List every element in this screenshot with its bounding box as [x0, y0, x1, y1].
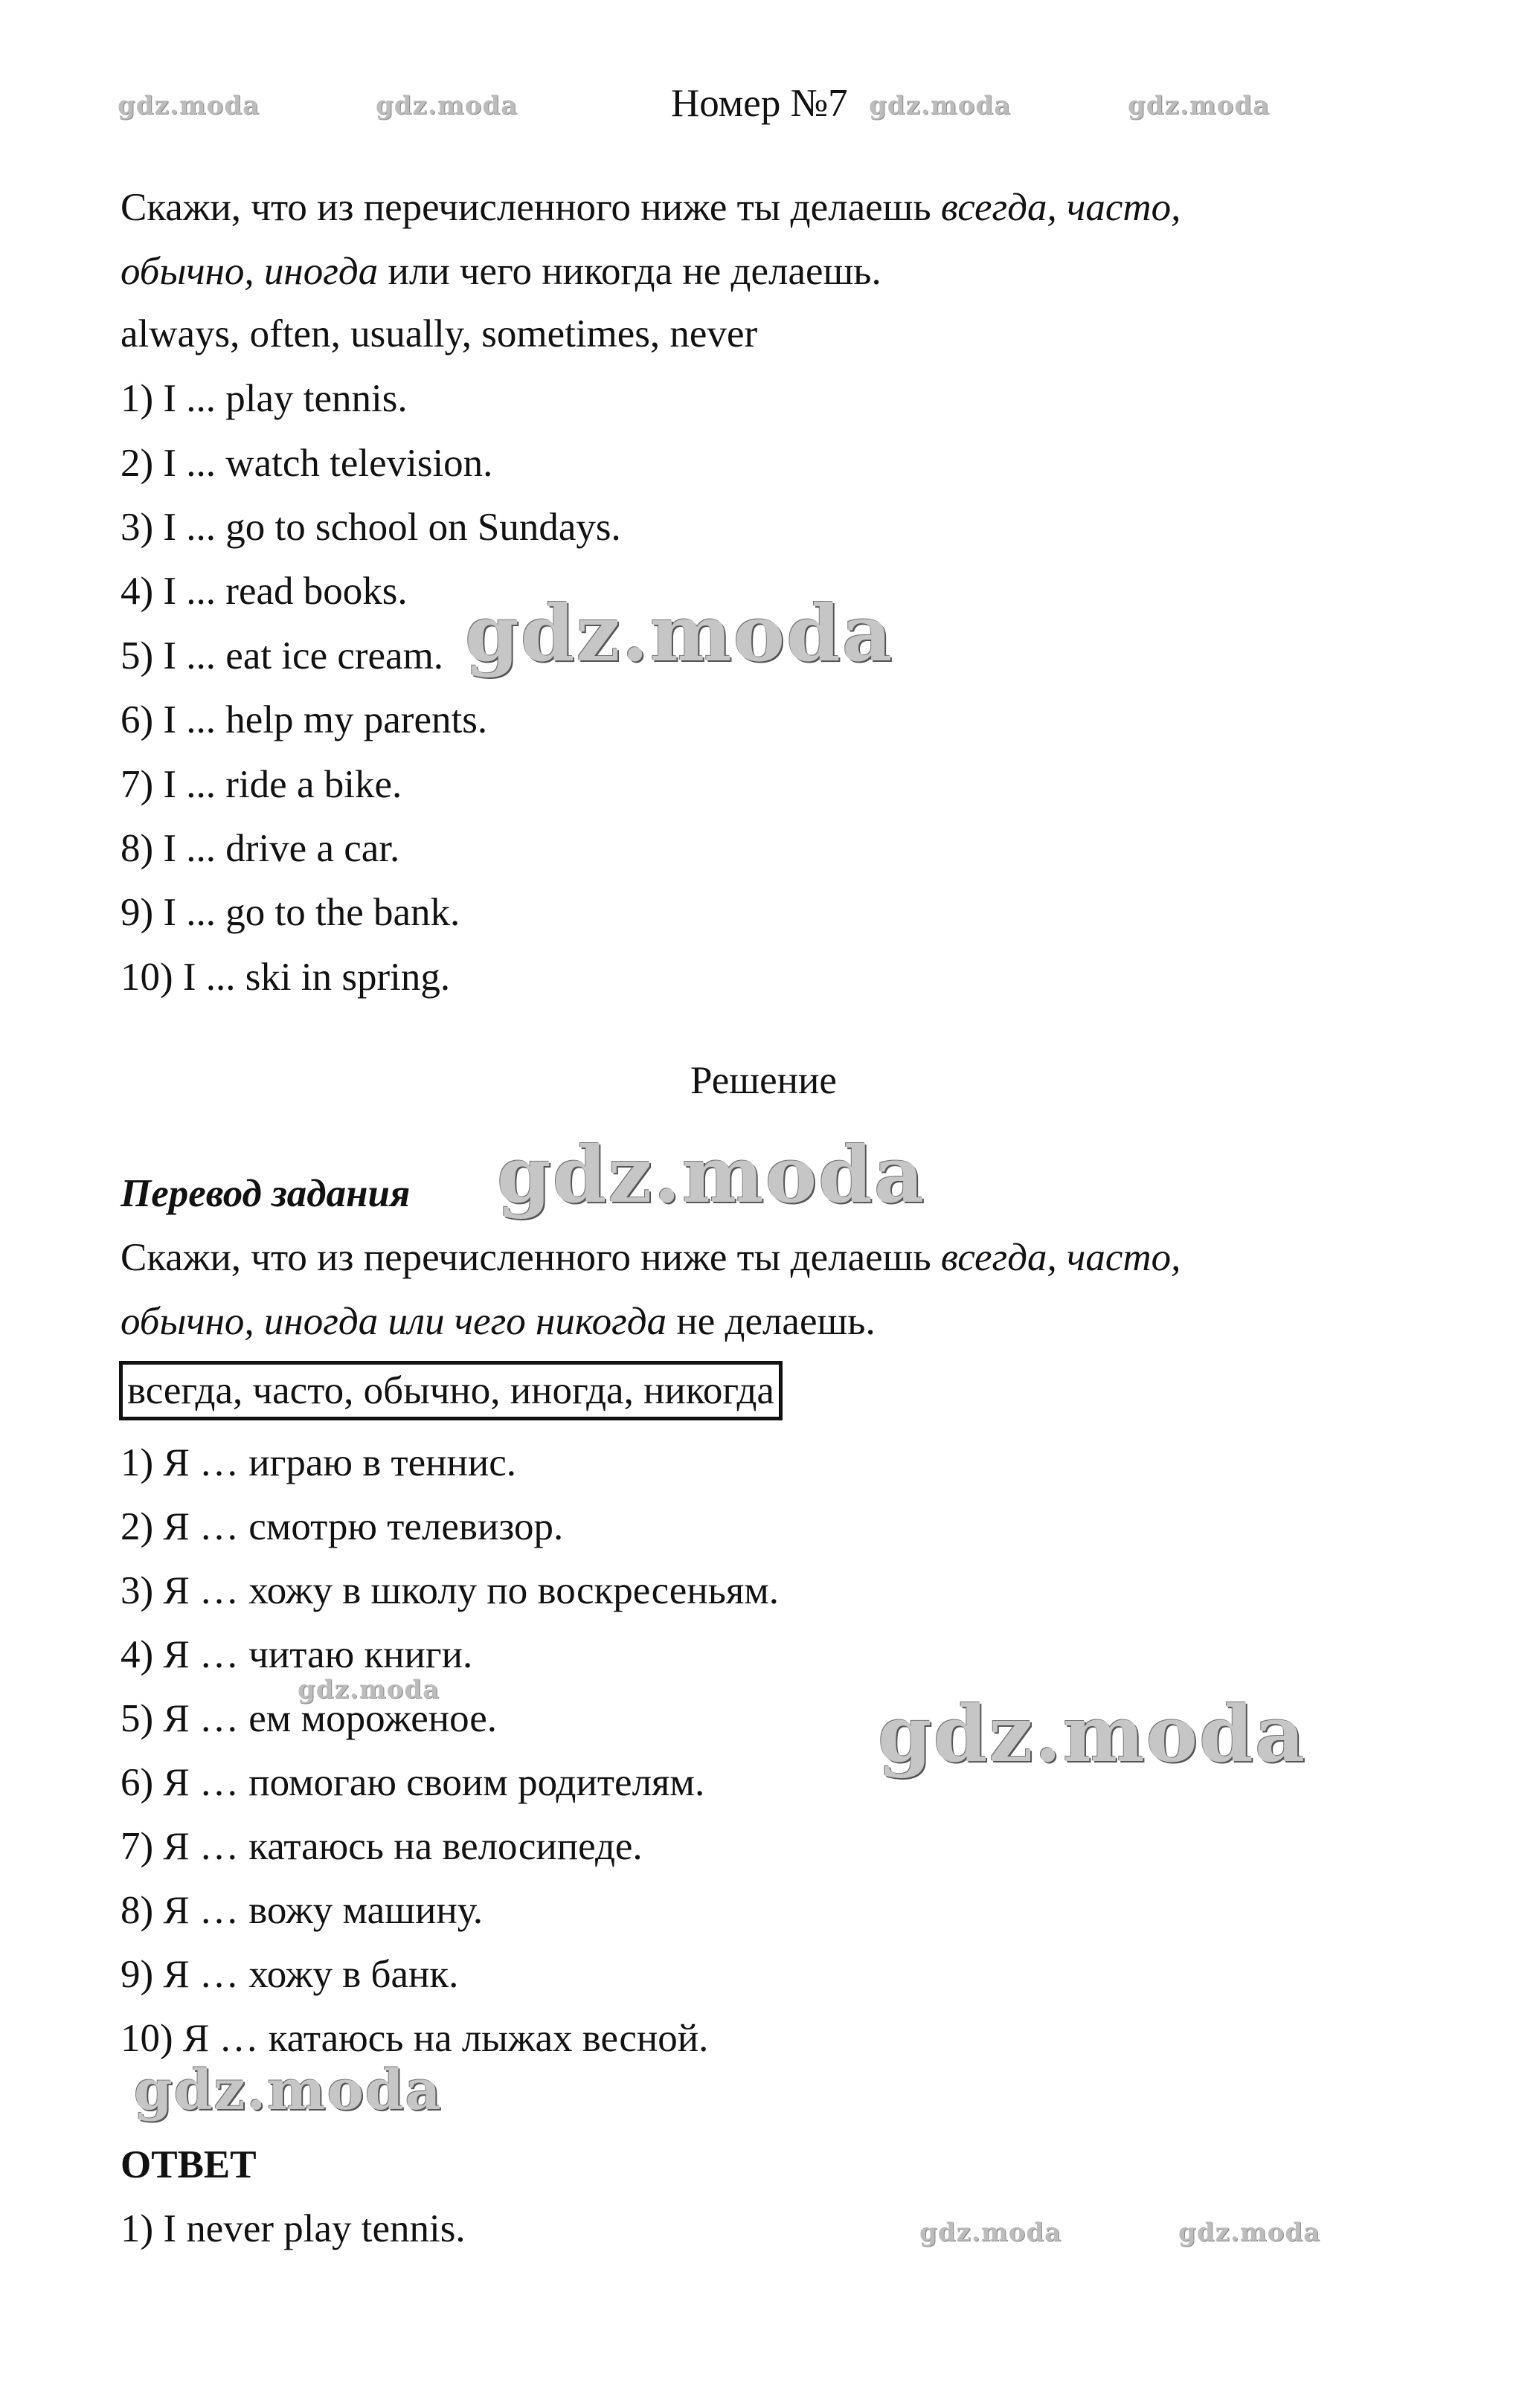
translation-word-box: всегда, часто, обычно, иногда, никогда [119, 1361, 783, 1420]
task-item: 10) I ... ski in spring. [121, 956, 451, 999]
watermark-large: gdz.moda [134, 2058, 443, 2122]
task-instruction-line-1: Скажи, что из перечисленного ниже ты делаешь всегда, часто, [121, 186, 1181, 229]
watermark: gdz.moda [118, 91, 260, 120]
task-item: 9) I ... go to the bank. [121, 891, 460, 934]
watermark-large: gdz.moda [465, 587, 894, 679]
watermark: gdz.moda [869, 91, 1012, 120]
task-word-list: always, often, usually, sometimes, never [121, 312, 758, 355]
translation-item: 10) Я … катаюсь на лыжах весной. [121, 2017, 709, 2060]
translation-item: 4) Я … читаю книги. [121, 1633, 473, 1676]
task-item: 7) I ... ride a bike. [121, 763, 402, 806]
translation-item: 8) Я … вожу машину. [121, 1889, 484, 1932]
watermark: gdz.moda [298, 1675, 440, 1704]
translation-item: 5) Я … ем мороженое. [121, 1697, 498, 1740]
translation-item: 3) Я … хожу в школу по воскресеньям. [121, 1569, 780, 1612]
translation-item: 6) Я … помогаю своим родителям. [121, 1761, 705, 1804]
task-instruction-line-2: обычно, иногда или чего никогда не делаешь. [121, 250, 881, 293]
watermark: gdz.moda [1178, 2218, 1321, 2247]
translation-instruction-line-1: Скажи, что из перечисленного ниже ты делаешь всегда, часто, [121, 1236, 1181, 1279]
task-item: 5) I ... eat ice cream. [121, 634, 444, 677]
translation-item: 7) Я … катаюсь на велосипеде. [121, 1825, 643, 1868]
watermark-large: gdz.moda [878, 1688, 1307, 1780]
answer-heading: ОТВЕТ [121, 2143, 257, 2186]
answer-item: 1) I never play tennis. [121, 2207, 466, 2250]
watermark: gdz.moda [919, 2218, 1062, 2247]
task-item: 3) I ... go to school on Sundays. [121, 506, 621, 549]
translation-item: 2) Я … смотрю телевизор. [121, 1505, 564, 1548]
task-item: 2) I ... watch television. [121, 442, 493, 485]
page-title: Номер №7 [671, 82, 848, 125]
task-item: 1) I ... play tennis. [121, 377, 408, 420]
task-item: 8) I ... drive a car. [121, 827, 400, 870]
translation-instruction-line-2: обычно, иногда или чего никогда не делаешь. [121, 1300, 876, 1343]
translation-heading: Перевод задания [121, 1172, 411, 1215]
translation-item: 1) Я … играю в теннис. [121, 1441, 517, 1484]
translation-item: 9) Я … хожу в банк. [121, 1953, 459, 1996]
watermark: gdz.moda [376, 91, 518, 120]
watermark: gdz.moda [1128, 91, 1271, 120]
task-item: 6) I ... help my parents. [121, 698, 488, 741]
watermark-large: gdz.moda [497, 1129, 926, 1220]
task-item: 4) I ... read books. [121, 570, 408, 613]
solution-heading: Решение [690, 1059, 837, 1102]
